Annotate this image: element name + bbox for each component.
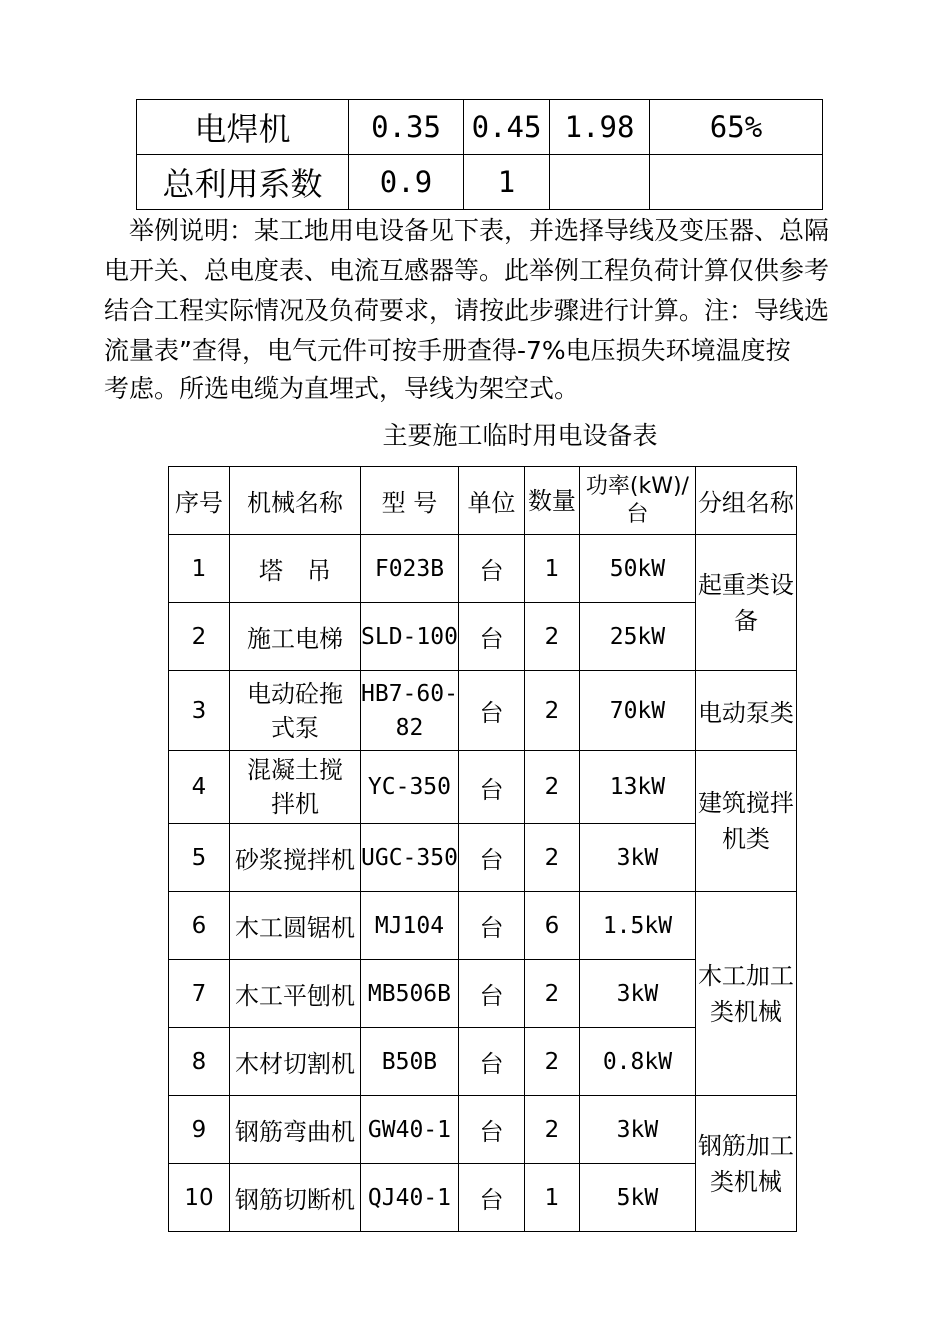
- paragraph-line: 考虑。所选电缆为直埋式，导线为架空式。: [104, 374, 580, 403]
- value-cell: 0.9: [349, 155, 464, 210]
- header-group: 分组名称: [695, 467, 796, 535]
- value-cell: [550, 155, 650, 210]
- machine-power: 5kW: [579, 1164, 695, 1232]
- table-row: [137, 100, 823, 155]
- group-name: 起重类设备: [695, 535, 796, 671]
- machine-unit: 台: [458, 892, 524, 960]
- paragraph-line: 举例说明：某工地用电设备见下表，并选择导线及变压器、总隔: [104, 216, 830, 245]
- table-row: [137, 155, 823, 210]
- value-cell: 1.98: [550, 100, 650, 155]
- machine-quantity: 2: [524, 824, 579, 892]
- table-row: [169, 1096, 797, 1164]
- machine-name: 施工电梯: [230, 603, 361, 671]
- machine-quantity: 2: [524, 671, 579, 751]
- machine-power: 0.8kW: [579, 1028, 695, 1096]
- machine-quantity: 2: [524, 960, 579, 1028]
- paragraph-line: 流量表”查得，电气元件可按手册查得-7%电压损失环境温度按: [104, 336, 791, 365]
- machine-name: 塔 吊: [230, 535, 361, 603]
- machine-model: UGC-350: [361, 824, 459, 892]
- row-index: 1: [169, 535, 230, 603]
- machine-quantity: 1: [524, 535, 579, 603]
- machine-name: 木工平刨机: [230, 960, 361, 1028]
- paragraph-line: 电开关、总电度表、电流互感器等。此举例工程负荷计算仅供参考: [104, 256, 830, 285]
- machine-name: 钢筋弯曲机: [230, 1096, 361, 1164]
- machine-quantity: 1: [524, 1164, 579, 1232]
- machine-power: 3kW: [579, 960, 695, 1028]
- row-index: 10: [169, 1164, 230, 1232]
- machine-unit: 台: [458, 1028, 524, 1096]
- machine-name: 木材切割机: [230, 1028, 361, 1096]
- device-name-cell: 电焊机: [137, 100, 349, 155]
- machine-quantity: 2: [524, 1096, 579, 1164]
- group-name: 木工加工类机械: [695, 892, 796, 1096]
- machine-unit: 台: [458, 603, 524, 671]
- group-name: 钢筋加工类机械: [695, 1096, 796, 1232]
- equipment-table: [168, 466, 797, 1232]
- machine-model: QJ40-1: [361, 1164, 459, 1232]
- machine-unit: 台: [458, 960, 524, 1028]
- machine-power: 50kW: [579, 535, 695, 603]
- value-cell: 0.45: [464, 100, 550, 155]
- machine-quantity: 2: [524, 1028, 579, 1096]
- machine-power: 3kW: [579, 824, 695, 892]
- row-index: 4: [169, 751, 230, 824]
- header-model: 型 号: [361, 467, 459, 535]
- machine-model: SLD-100: [361, 603, 459, 671]
- machine-quantity: 6: [524, 892, 579, 960]
- machine-quantity: 2: [524, 751, 579, 824]
- row-index: 7: [169, 960, 230, 1028]
- header-index: 序号: [169, 467, 230, 535]
- machine-power: 13kW: [579, 751, 695, 824]
- header-unit: 单位: [458, 467, 524, 535]
- header-quantity: 数量: [524, 467, 579, 535]
- machine-name: 钢筋切断机: [230, 1164, 361, 1232]
- row-index: 5: [169, 824, 230, 892]
- machine-power: 70kW: [579, 671, 695, 751]
- machine-name: 电动砼拖式泵: [230, 671, 361, 751]
- machine-model: HB7-60-82: [361, 671, 459, 751]
- machine-unit: 台: [458, 1164, 524, 1232]
- group-name: 建筑搅拌机类: [695, 751, 796, 892]
- row-index: 9: [169, 1096, 230, 1164]
- machine-name: 混凝土搅拌机: [230, 751, 361, 824]
- machine-unit: 台: [458, 1096, 524, 1164]
- machine-name: 砂浆搅拌机: [230, 824, 361, 892]
- machine-power: 25kW: [579, 603, 695, 671]
- machine-model: B50B: [361, 1028, 459, 1096]
- table-title: 主要施工临时用电设备表: [382, 421, 658, 450]
- machine-power: 1.5kW: [579, 892, 695, 960]
- row-index: 6: [169, 892, 230, 960]
- machine-unit: 台: [458, 671, 524, 751]
- machine-quantity: 2: [524, 603, 579, 671]
- machine-name: 木工圆锯机: [230, 892, 361, 960]
- value-cell: [650, 155, 823, 210]
- table-row: [169, 671, 797, 751]
- header-power: 功率(kW)/台: [579, 467, 695, 535]
- device-name-cell: 总利用系数: [137, 155, 349, 210]
- machine-model: MB506B: [361, 960, 459, 1028]
- row-index: 2: [169, 603, 230, 671]
- machine-model: GW40-1: [361, 1096, 459, 1164]
- machine-model: MJ104: [361, 892, 459, 960]
- table-row: [169, 892, 797, 960]
- machine-unit: 台: [458, 535, 524, 603]
- header-name: 机械名称: [230, 467, 361, 535]
- machine-model: YC-350: [361, 751, 459, 824]
- coefficient-table: [136, 99, 823, 210]
- value-cell: 0.35: [349, 100, 464, 155]
- table-row: [169, 535, 797, 603]
- group-name: 电动泵类: [695, 671, 796, 751]
- machine-power: 3kW: [579, 1096, 695, 1164]
- row-index: 8: [169, 1028, 230, 1096]
- table-row: [169, 751, 797, 824]
- machine-model: F023B: [361, 535, 459, 603]
- row-index: 3: [169, 671, 230, 751]
- machine-unit: 台: [458, 751, 524, 824]
- table-header-row: [169, 467, 797, 535]
- paragraph-line: 结合工程实际情况及负荷要求，请按此步骤进行计算。注：导线选: [104, 296, 830, 325]
- value-cell: 65%: [650, 100, 823, 155]
- value-cell: 1: [464, 155, 550, 210]
- machine-unit: 台: [458, 824, 524, 892]
